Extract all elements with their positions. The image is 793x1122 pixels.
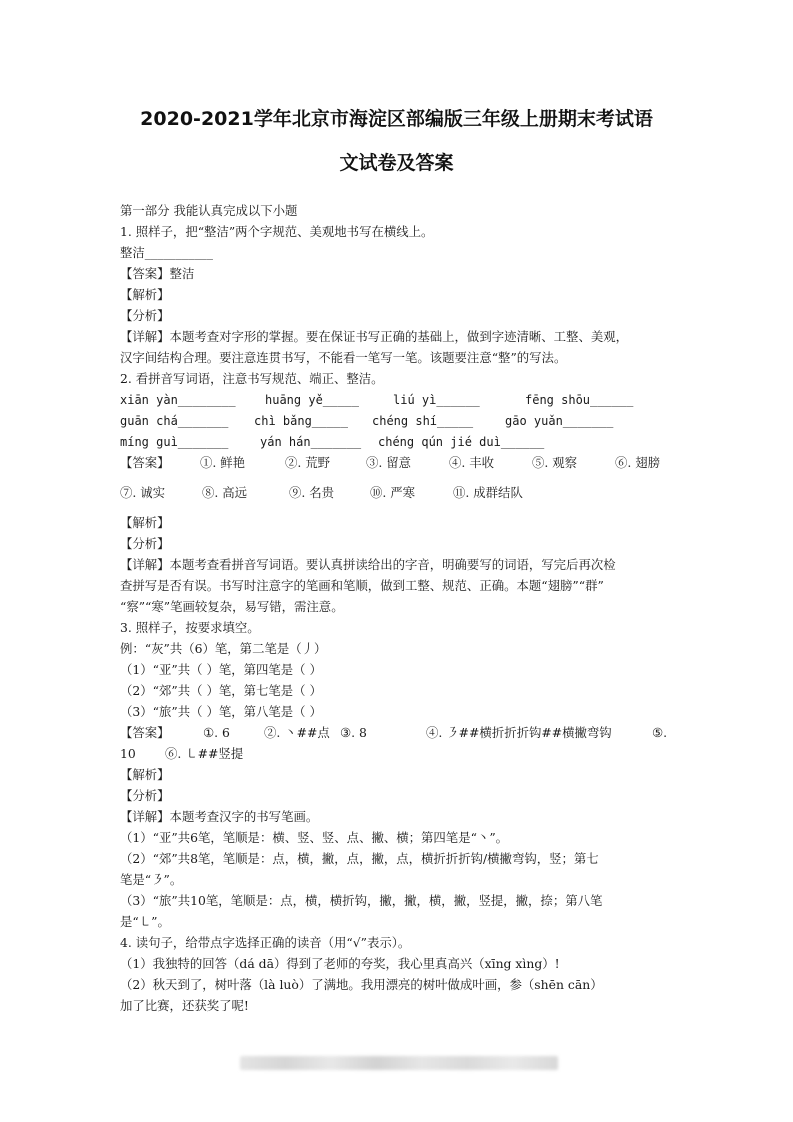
q3-xiangjie-3b: 是“㇄”。 [120, 914, 170, 929]
q3-answer-item: ④. ㇋##横折折折钩##横撇弯钩 [426, 725, 612, 740]
q1-jiexi: 【解析】 [120, 287, 170, 302]
q2-answer-item: ①. 鲜艳 [200, 455, 246, 470]
q3-xiangjie-2a: （2）“郊”共8笔，笔顺是：点，横，撇，点，撇，点，横折折折钩/横撇弯钩，竖；第七 [120, 851, 599, 866]
q2-answer-item: ⑦. 诚实 [120, 485, 166, 500]
q2-xiangjie-1: 【详解】本题考查看拼音写词语。要认真拼读给出的字音，明确要写的词语，写完后再次检 [120, 557, 616, 572]
document-title-line1: 2020-2021学年北京市海淀区部编版三年级上册期末考试语 [140, 108, 653, 130]
q2-jiexi: 【解析】 [120, 515, 170, 530]
q2-answer-item: ③. 留意 [366, 455, 412, 470]
q2-answer-item: ②. 荒野 [285, 455, 331, 470]
blurred-footer-watermark [240, 1056, 558, 1070]
q1-answer: 【答案】整洁 [120, 266, 195, 281]
q2-pinyin-item: yán hán_______ [260, 435, 362, 449]
q4-item-2b: 加了比赛，还获奖了呢! [120, 998, 249, 1013]
q1-fenxi: 【分析】 [120, 308, 170, 323]
q3-answer-item: 10 [120, 746, 136, 761]
q2-answer-item: ⑨. 名贵 [289, 485, 335, 500]
q2-pinyin-item: huāng yě_____ [265, 393, 359, 407]
q1-xiangjie-1: 【详解】本题考查对字形的掌握。要在保证书写正确的基础上，做到字迹清晰、工整、美观， [120, 329, 629, 344]
q3-answer-item: ②. 丶##点 [264, 725, 330, 740]
q2-answer-label: 【答案】 [120, 455, 170, 470]
q3-example: 例：“灰”共（6）笔，第二笔是（丿） [120, 641, 327, 656]
q2-answer-item: ⑥. 翅膀 [615, 455, 661, 470]
q2-pinyin-item: liú yì______ [393, 393, 480, 407]
q2-pinyin-item: chéng shí_____ [372, 414, 474, 428]
q3-xiangjie-2b: 笔是“㇋”。 [120, 872, 183, 887]
q2-answer-item: ⑧. 高远 [202, 485, 248, 500]
q2-answer-item: ⑤. 观察 [532, 455, 578, 470]
q3-item-2: （2）“郊”共（ ）笔，第七笔是（ ） [120, 683, 322, 698]
q2-pinyin-item: chì bǎng_____ [254, 414, 348, 428]
q3-answer-item: ⑥. ㇄##竖提 [165, 746, 244, 761]
q3-answer-item: ③. 8 [340, 725, 367, 740]
q2-pinyin-item: gāo yuǎn_______ [505, 414, 614, 428]
q2-pinyin-item: chéng qún jié duì______ [378, 435, 545, 449]
q2-pinyin-item: xiān yàn________ [120, 393, 236, 407]
q3-xiangjie-0: 【详解】本题考查汉字的书写笔画。 [120, 809, 319, 824]
q3-item-3: （3）“旅”共（ ）笔，第八笔是（ ） [120, 704, 322, 719]
q3-xiangjie-3a: （3）“旅”共10笔，笔顺是：点，横，横折钩，撇，撇，横，撇，竖提，撇，捺；第八笔 [120, 893, 603, 908]
section-heading: 第一部分 我能认真完成以下小题 [120, 203, 298, 218]
q2-pinyin-item: míng guì_______ [120, 435, 229, 449]
q3-jiexi: 【解析】 [120, 767, 170, 782]
q3-answer-item: ⑤. [652, 725, 668, 740]
q2-answer-item: ④. 丰收 [449, 455, 495, 470]
q2-xiangjie-2: 查拼写是否有误。书写时注意字的笔画和笔顺，做到工整、规范、正确。本题“翅膀”“群” [120, 578, 604, 593]
q2-answer-item: ⑩. 严寒 [370, 485, 416, 500]
q3-item-1: （1）“亚”共（ ）笔，第四笔是（ ） [120, 662, 322, 677]
q2-pinyin-item: guān chá_______ [120, 414, 229, 428]
q4-item-2a: （2）秋天到了，树叶落（là luò）了满地。我用漂亮的树叶做成叶画，参（shēn cān） [120, 977, 603, 992]
q1-question: 1. 照样子，把“整洁”两个字规范、美观地书写在横线上。 [120, 224, 434, 239]
q2-xiangjie-3: “察”“寒”笔画较复杂，易写错，需注意。 [120, 599, 344, 614]
q3-answer-item: ①. 6 [203, 725, 230, 740]
q2-question: 2. 看拼音写词语，注意书写规范、端正、整洁。 [120, 371, 384, 386]
q3-answer-label: 【答案】 [120, 725, 170, 740]
q1-blank: 整洁___________ [120, 245, 213, 260]
q2-fenxi: 【分析】 [120, 536, 170, 551]
q4-item-1: （1）我独特的回答（dá dā）得到了老师的夸奖，我心里真高兴（xīng xìng）! [120, 956, 560, 971]
q3-xiangjie-1: （1）“亚”共6笔，笔顺是：横、竖、竖、点、撇、横；第四笔是“丶”。 [120, 830, 509, 845]
q3-question: 3. 照样子，按要求填空。 [120, 620, 260, 635]
q1-xiangjie-2: 汉字间结构合理。要注意连贯书写，不能看一笔写一笔。该题要注意“整”的写法。 [120, 350, 567, 365]
q3-fenxi: 【分析】 [120, 788, 170, 803]
q2-answer-item: ⑪. 成群结队 [453, 485, 523, 500]
document-title-line2: 文试卷及答案 [339, 152, 454, 174]
q4-question: 4. 读句子，给带点字选择正确的读音（用“√”表示）。 [120, 935, 411, 950]
q2-pinyin-item: fēng shōu______ [525, 393, 634, 407]
